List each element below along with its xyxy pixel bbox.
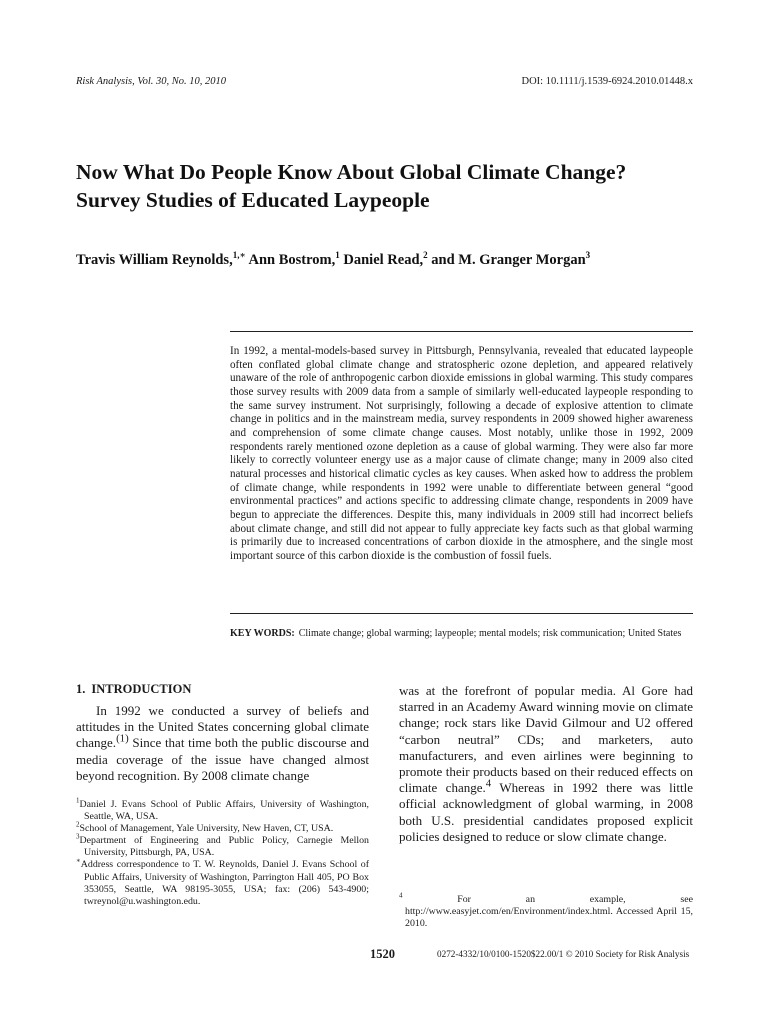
section-title: INTRODUCTION — [91, 682, 192, 696]
author-affiliation: 3 — [585, 250, 591, 261]
abstract-bottom-rule — [230, 613, 693, 614]
section-number: 1. — [76, 682, 86, 696]
footnote: $^2$School of Management, Yale University, New Haven, CT, USA. — [76, 820, 334, 835]
keywords — [230, 627, 693, 641]
title-line-1: Now What Do People Know About Global Climate Change? — [76, 160, 627, 184]
footnote: $^3$Department of Engineering and Public Policy, Carnegie Mellon University, Pittsburgh, PA, USA. — [76, 832, 369, 859]
title-line-2: Survey Studies of Educated Laypeople — [76, 188, 430, 212]
intro-paragraph-left: In 1992 we conducted a survey of beliefs and attitudes in the United States concerning global climate change.$^{(1)}$ Since that time both the public discourse and media coverage of the issue have changed almost beyond recognition. By 2008 climate change — [76, 703, 369, 783]
author-affiliation: 1,∗ — [232, 250, 246, 261]
author-name: Daniel Read, — [343, 252, 424, 268]
author-list — [76, 252, 716, 269]
section-heading — [76, 682, 191, 697]
keywords-label: KEY WORDS: — [230, 628, 295, 639]
footnote-ref: 4 — [485, 777, 492, 790]
intro-paragraph-right: was at the forefront of popular media. Al Gore had starred in an Academy Award winning movie on climate change; rock stars like David Gilmour and U2 offered “carbon neutral” CDs; and marketers, auto manufacturers, and even airlines were beginning to promote their products based on their reduced effects on climate change.$^4$ Whereas in 1992 there was little official acknowledgment of global warming, in 2008 both U.S. presidential candidates proposed explicit policies designed to reduce or slow climate change. — [399, 683, 693, 844]
keywords-text: Climate change; global warming; laypeople; mental models; risk communication; United States — [298, 628, 682, 639]
author-name: and M. Granger Morgan — [431, 252, 586, 268]
affiliation-footnotes — [76, 796, 369, 908]
copyright-line: 0272-4332/10/0100-1520$22.00/1 © 2010 Society for Risk Analysis — [437, 949, 690, 959]
footnote: ∗Address correspondence to T. W. Reynolds, Daniel J. Evans School of Public Affairs, University of Washington, Parrington Hall 405, PO Box 353055, Seattle, WA 98195-3055, USA; fax: (206) 543-4900; twreynol@u.washington.edu. — [76, 857, 369, 907]
author-name: Travis William Reynolds, — [76, 252, 233, 268]
journal-citation: Risk Analysis, Vol. 30, No. 10, 2010 — [76, 76, 227, 87]
citation-ref: (1) — [116, 733, 129, 746]
author-name: Ann Bostrom, — [248, 252, 336, 268]
doi: DOI: 10.1111/j.1539-6924.2010.01448.x — [521, 76, 693, 87]
page-number: 1520 — [370, 947, 395, 961]
author-affiliation: 1 — [335, 250, 340, 261]
abstract: In 1992, a mental-models-based survey in Pittsburgh, Pennsylvania, revealed that educated laypeople often conflated global climate change and stratospheric ozone depletion, and appeared relatively unaware of the role of anthropogenic carbon dioxide emissions in global warming. This study compares those survey results with 2009 data from a sample of similarly well-educated laypeople responding to the same survey instrument. Not surprisingly, following a decade of explosive attention to climate change in politics and in the mainstream media, survey respondents in 2009 showed higher awareness and comprehension of some climate change causes. Most notably, unlike those in 1992, 2009 respondents rarely mentioned ozone depletion as a cause of global warming. They were also far more likely to correctly volunteer energy use as a major cause of climate change; many in 2009 also cited natural processes and historical climatic cycles as key causes. When asked how to address the problem of climate change, while respondents in 1992 were unable to differentiate between general “good environmental practices” and actions specific to addressing climate change, respondents in 2009 have begun to appreciate the differences. Despite this, many individuals in 2009 still had incorrect beliefs about climate change, and still did not appear to fully appreciate key facts such as that global warming is primarily due to increased concentrations of carbon dioxide in the atmosphere, and the single most important source of this carbon dioxide is the combustion of fossil fuels. — [230, 345, 693, 562]
footnote: $^1$Daniel J. Evans School of Public Affairs, University of Washington, Seattle, WA, USA. — [76, 796, 369, 823]
abstract-top-rule — [230, 331, 693, 332]
paper-title — [76, 158, 706, 214]
author-affiliation: 2 — [423, 250, 428, 261]
footnote-right: $^4$ For an example, see http://www.easyjet.com/en/Environment/index.html. Accessed April 15, 2010. — [399, 891, 693, 930]
